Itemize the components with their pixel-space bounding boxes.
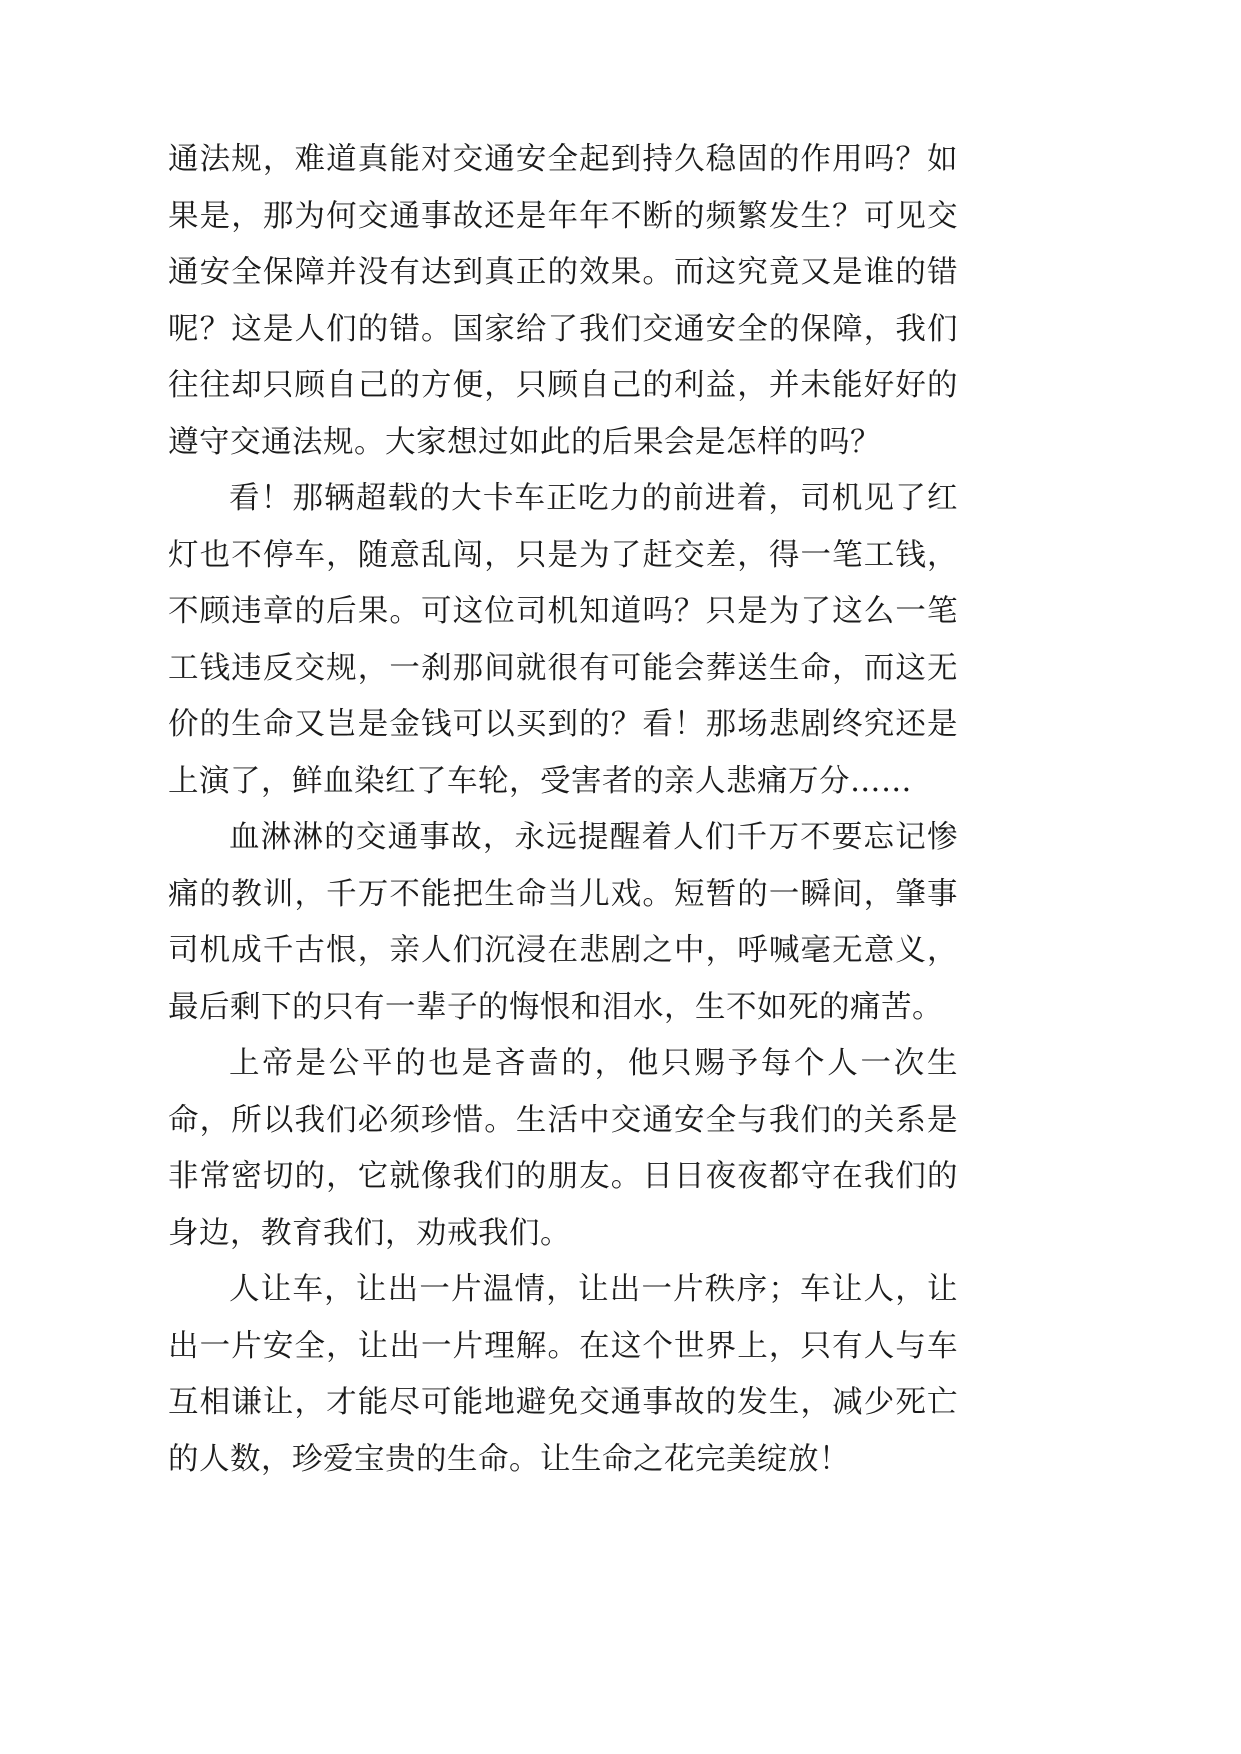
paragraph-5: 人让车，让出一片温情，让出一片秩序；车让人，让出一片安全，让出一片理解。在这个世界上，只有人与车互相谦让，才能尽可能地避免交通事故的发生，减少死亡的人数，珍爱宝贵的生命。让生命之花完美绽放！: [168, 1272, 958, 1477]
paragraph-3: 血淋淋的交通事故，永远提醒着人们千万不要忘记惨痛的教训，千万不能把生命当儿戏。短暂的一瞬间，肇事司机成千古恨，亲人们沉浸在悲剧之中，呼喊毫无意义，最后剩下的只有一辈子的悔恨和泪水，生不如死的痛苦。: [168, 820, 958, 1025]
document-body: [168, 132, 958, 1488]
paragraph-1: 通法规，难道真能对交通安全起到持久稳固的作用吗？如果是，那为何交通事故还是年年不断的频繁发生？可见交通安全保障并没有达到真正的效果。而这究竟又是谁的错呢？这是人们的错。国家给了我们交通安全的保障，我们往往却只顾自己的方便，只顾自己的利益，并未能好好的遵守交通法规。大家想过如此的后果会是怎样的吗？: [168, 142, 958, 460]
paragraph-2: 看！那辆超载的大卡车正吃力的前进着，司机见了红灯也不停车，随意乱闯，只是为了赶交差，得一笔工钱，不顾违章的后果。可这位司机知道吗？只是为了这么一笔工钱违反交规，一刹那间就很有可能会葬送生命，而这无价的生命又岂是金钱可以买到的？看！那场悲剧终究还是上演了，鲜血染红了车轮，受害者的亲人悲痛万分……: [168, 481, 958, 799]
paragraph-4: 上帝是公平的也是吝啬的，他只赐予每个人一次生命，所以我们必须珍惜。生活中交通安全与我们的关系是非常密切的，它就像我们的朋友。日日夜夜都守在我们的身边，教育我们，劝戒我们。: [168, 1046, 958, 1251]
